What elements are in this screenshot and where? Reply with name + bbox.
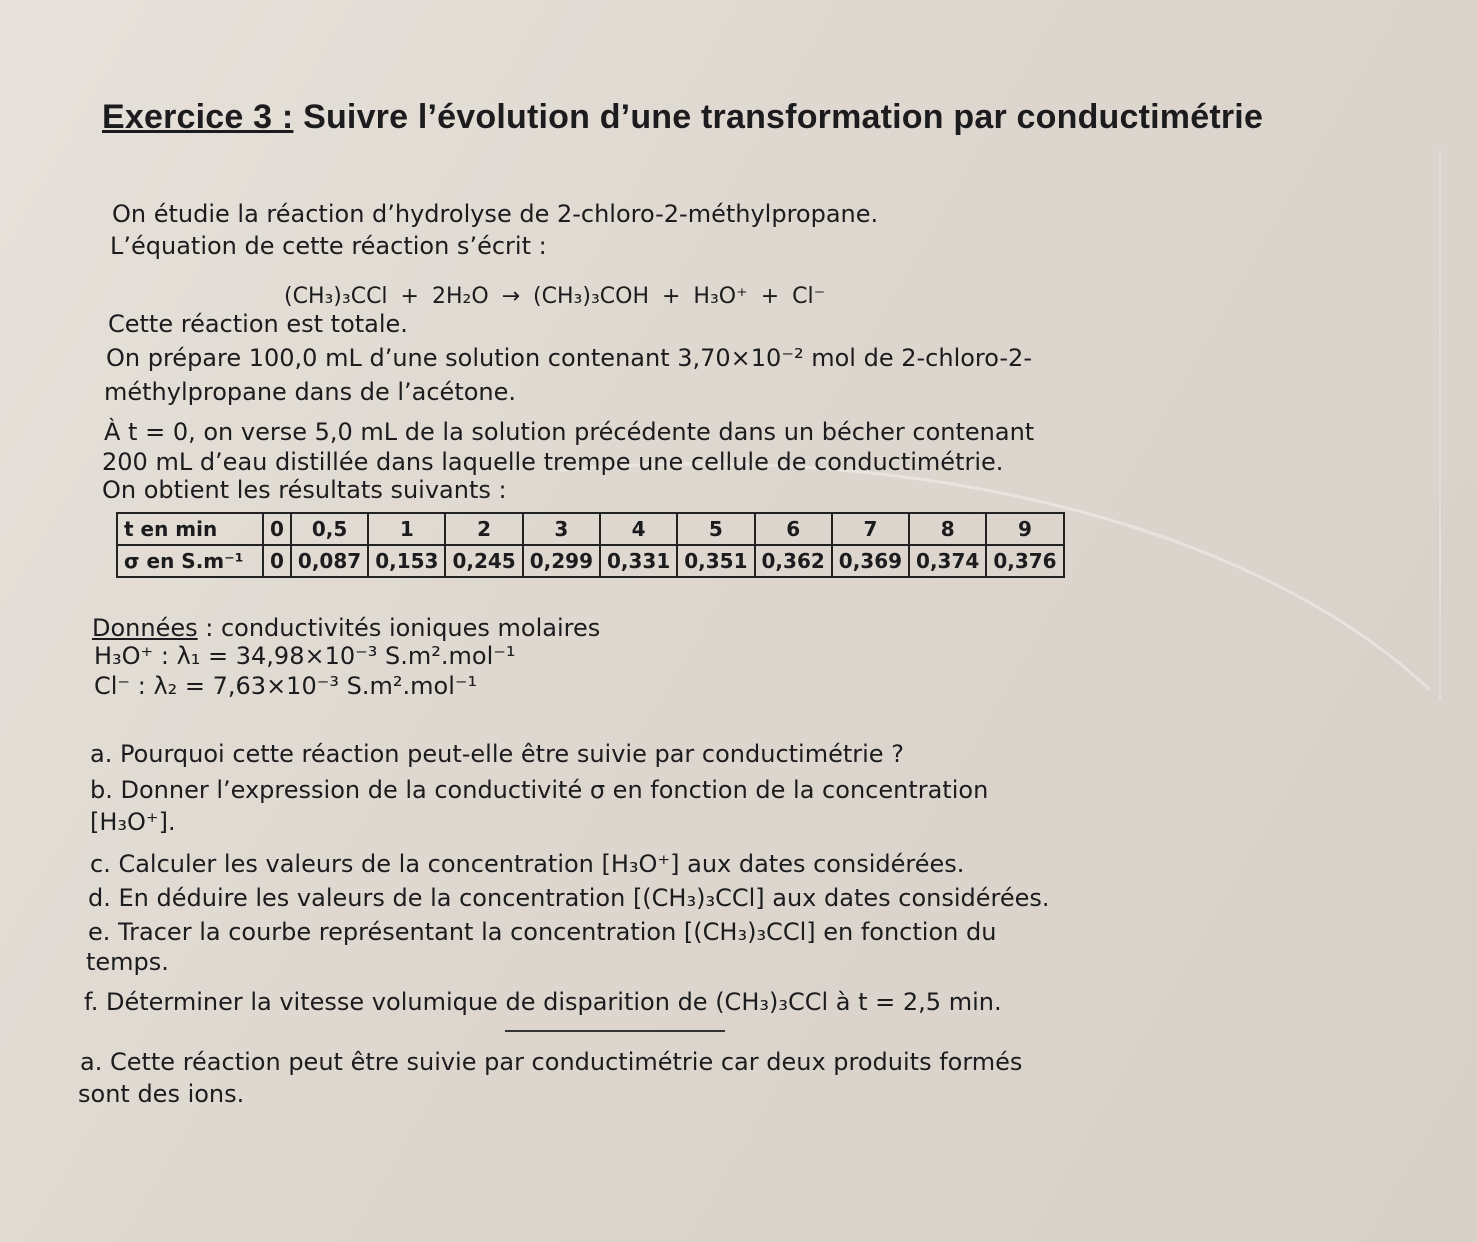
exercise-title xyxy=(102,98,1263,137)
answer-a-line-2: sont des ions. xyxy=(78,1080,245,1108)
table-cell: 4 xyxy=(600,513,677,545)
exercise-label: Exercice 3 : xyxy=(102,98,294,136)
donnees-heading xyxy=(92,614,600,642)
table-cell: 5 xyxy=(677,513,754,545)
table-cell: 2 xyxy=(445,513,522,545)
question-b-line-2: [H₃O⁺]. xyxy=(90,808,176,836)
question-c: c. Calculer les valeurs de la concentration [H₃O⁺] aux dates considérées. xyxy=(90,850,965,878)
separator-line xyxy=(505,1030,725,1032)
exercise-heading: Suivre l’évolution d’une transformation par conductimétrie xyxy=(293,98,1264,136)
table-cell: 0 xyxy=(263,545,291,577)
table-cell: 0,374 xyxy=(909,545,986,577)
table-cell: 0,087 xyxy=(291,545,368,577)
table-cell: 0,376 xyxy=(986,545,1063,577)
reaction-equation: (CH₃)₃CCl + 2H₂O → (CH₃)₃COH + H₃O⁺ + Cl⁻ xyxy=(284,284,826,309)
question-a: a. Pourquoi cette réaction peut-elle être suivie par conductimétrie ? xyxy=(90,740,904,768)
answer-a-line-1: a. Cette réaction peut être suivie par conductimétrie car deux produits formés xyxy=(80,1048,1023,1076)
table-cell: 1 xyxy=(368,513,445,545)
table-cell: 0,331 xyxy=(600,545,677,577)
intro-line-4: On prépare 100,0 mL d’une solution contenant 3,70×10⁻² mol de 2-chloro-2- xyxy=(106,344,1032,372)
intro-line-5: méthylpropane dans de l’acétone. xyxy=(104,378,517,406)
intro-line-8: On obtient les résultats suivants : xyxy=(102,476,507,504)
intro-line-6: À t = 0, on verse 5,0 mL de la solution précédente dans un bécher contenant xyxy=(104,418,1035,446)
question-e-line-2: temps. xyxy=(86,948,169,976)
table-cell: 0,299 xyxy=(523,545,600,577)
table-cell: 8 xyxy=(909,513,986,545)
table-header-sigma: σ en S.m⁻¹ xyxy=(117,545,263,577)
intro-line-7: 200 mL d’eau distillée dans laquelle trempe une cellule de conductimétrie. xyxy=(102,448,1004,476)
donnees-label: Données xyxy=(92,614,198,642)
question-f: f. Déterminer la vitesse volumique de disparition de (CH₃)₃CCl à t = 2,5 min. xyxy=(84,988,1002,1016)
question-e-line-1: e. Tracer la courbe représentant la concentration [(CH₃)₃CCl] en fonction du xyxy=(88,918,997,946)
table-row-time xyxy=(117,513,1064,545)
table-cell: 0 xyxy=(263,513,291,545)
table-cell: 6 xyxy=(755,513,832,545)
results-table xyxy=(116,512,1065,578)
table-cell: 3 xyxy=(523,513,600,545)
donnee-cl: Cl⁻ : λ₂ = 7,63×10⁻³ S.m².mol⁻¹ xyxy=(94,672,478,700)
donnees-text: : conductivités ioniques molaires xyxy=(197,614,601,642)
table-cell: 0,153 xyxy=(368,545,445,577)
question-b-line-1: b. Donner l’expression de la conductivité σ en fonction de la concentration xyxy=(90,776,989,804)
table-cell: 0,362 xyxy=(755,545,832,577)
table-cell: 0,351 xyxy=(677,545,754,577)
table-cell: 0,369 xyxy=(832,545,909,577)
table-cell: 0,5 xyxy=(291,513,368,545)
intro-line-3: Cette réaction est totale. xyxy=(108,310,408,338)
table-cell: 7 xyxy=(832,513,909,545)
donnee-h3o: H₃O⁺ : λ₁ = 34,98×10⁻³ S.m².mol⁻¹ xyxy=(94,642,516,670)
intro-line-1: On étudie la réaction d’hydrolyse de 2-chloro-2-méthylpropane. xyxy=(112,200,879,228)
table-header-time: t en min xyxy=(117,513,263,545)
question-d: d. En déduire les valeurs de la concentration [(CH₃)₃CCl] aux dates considérées. xyxy=(88,884,1050,912)
table-cell: 9 xyxy=(986,513,1063,545)
table-cell: 0,245 xyxy=(445,545,522,577)
intro-line-2: L’équation de cette réaction s’écrit : xyxy=(110,232,547,260)
table-row-sigma xyxy=(117,545,1064,577)
